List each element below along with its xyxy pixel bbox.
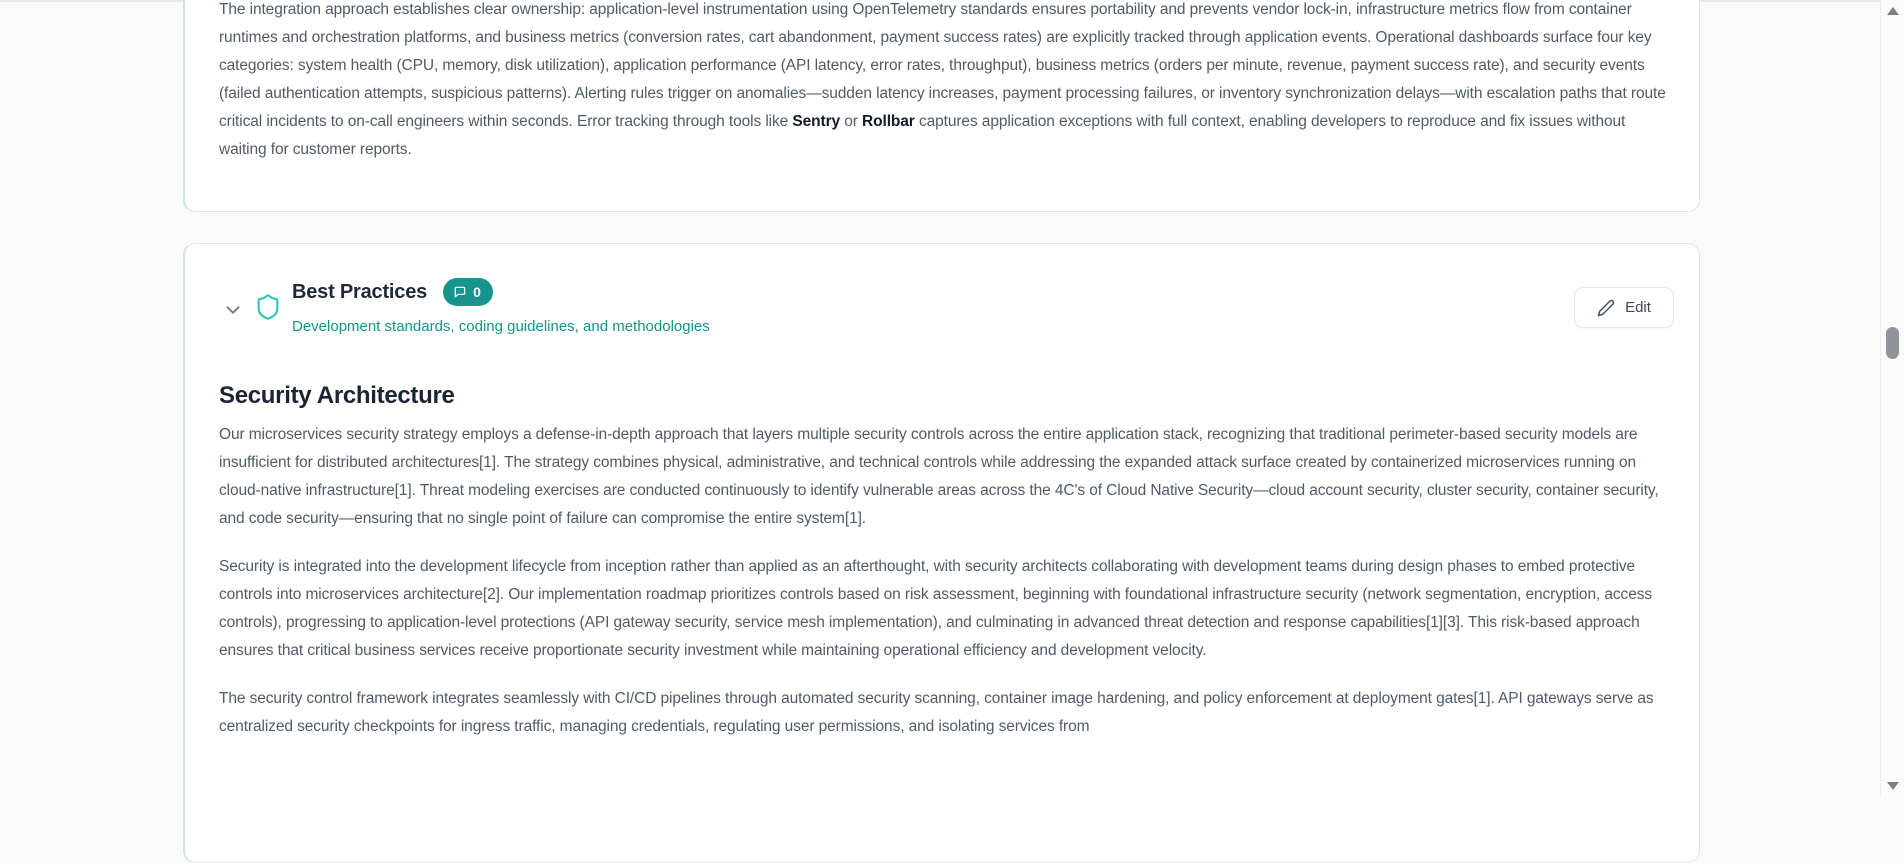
edit-button[interactable]: [1574, 287, 1674, 328]
scroll-up-arrow-icon[interactable]: [1887, 7, 1899, 15]
scroll-down-arrow-icon[interactable]: [1887, 782, 1899, 790]
vertical-scrollbar[interactable]: [1880, 0, 1904, 796]
scrollbar-thumb[interactable]: [1886, 327, 1899, 359]
comment-count-badge[interactable]: [443, 278, 493, 306]
shield-icon: [254, 291, 282, 323]
best-practices-card: [183, 243, 1700, 863]
edit-button-label: Edit: [1625, 299, 1651, 316]
security-paragraph-3: The security control framework integrates seamlessly with CI/CD pipelines through automated security scanning, container image hardening, and policy enforcement at deployment gates[1]. API gateways serve as centralized security checkpoints for ingress traffic, managing credentials, regulating user permissions, and isolating services from: [219, 690, 1654, 735]
comment-count: 0: [473, 284, 481, 300]
observability-paragraph: The integration approach establishes clear ownership: application-level instrumentation using OpenTelemetry standards ensures portability and prevents vendor lock-in, infrastructure metrics flow from container runtimes and orchestration platforms, and business metrics (conversion rates, cart abandonment, payment success rates) are explicitly tracked through application events. Operational dashboards surface four key categories: system health (CPU, memory, disk utilization), application performance (API latency, error rates, throughput), business metrics (orders per minute, revenue, payment success rate), and security events (failed authentication attempts, suspicious patterns). Alerting rules trigger on anomalies—sudden latency increases, payment processing failures, or inventory synchronization delays—with escalation paths that route critical incidents to on-call engineers within seconds. Error tracking through tools like Sentry or Rollbar captures application exceptions with full context, enabling developers to reproduce and fix issues without waiting for customer reports.: [219, 1, 1666, 158]
chevron-down-icon[interactable]: [222, 299, 244, 321]
security-paragraph-1: Our microservices security strategy employs a defense-in-depth approach that layers multiple security controls across the entire application stack, recognizing that traditional perimeter-based security models are insufficient for distributed architectures[1]. The strategy combines physical, administrative, and technical controls while addressing the expanded attack surface created by containerized microservices running on cloud-native infrastructure[1]. Threat modeling exercises are conducted continuously to identify vulnerable areas across the 4C's of Cloud Native Security—cloud account security, cluster security, container security, and code security—ensuring that no single point of failure can compromise the entire system[1].: [219, 426, 1659, 527]
best-practices-header: [292, 277, 493, 307]
card-title: Best Practices: [292, 281, 428, 303]
section-body: [219, 421, 1672, 761]
card-subtitle: Development standards, coding guidelines, and methodologies: [292, 318, 710, 335]
pencil-icon: [1597, 299, 1615, 317]
security-paragraph-2: Security is integrated into the development lifecycle from inception rather than applied as an afterthought, with security architects collaborating with development teams during design phases to embed protective controls into microservices architecture[2]. Our implementation roadmap prioritizes controls based on risk assessment, beginning with foundational infrastructure security (network segmentation, encryption, access controls), progressing to application-level protections (API gateway security, service mesh implementation), and culminating in advanced threat detection and response capabilities[1][3]. This risk-based approach ensures that critical business services receive proportionate security investment while maintaining operational efficiency and development velocity.: [219, 558, 1653, 659]
comment-bubble-icon: [453, 285, 467, 299]
observability-card: [183, 0, 1700, 212]
section-heading: Security Architecture: [219, 381, 455, 409]
